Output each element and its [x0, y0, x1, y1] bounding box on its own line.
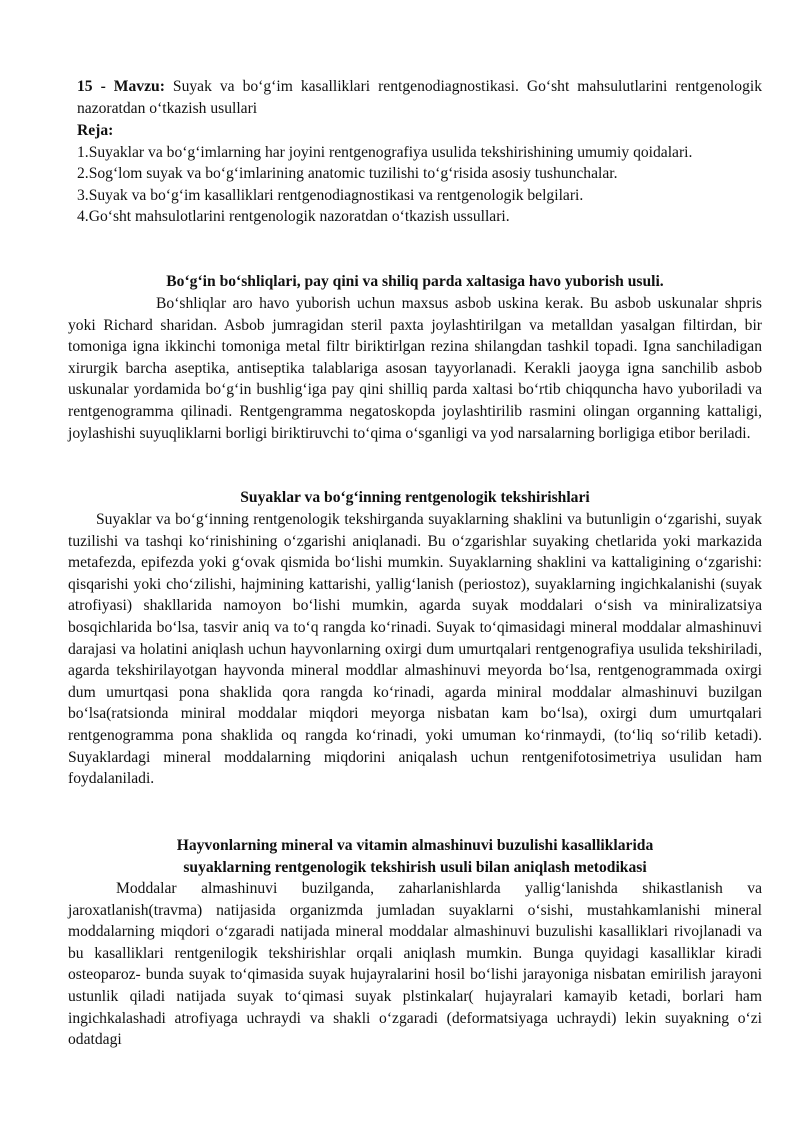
plan-item-4: 4.Go‘sht mahsulotlarini rentgenologik nazoratdan o‘tkazish ussullari. [77, 208, 510, 226]
plan-item-1: 1.Suyaklar va bo‘g‘imlarning har joyini rentgenografiya usulida tekshirishining umumiy qoidalari. [77, 143, 693, 161]
topic-paragraph [77, 76, 762, 119]
section-2-heading: Suyaklar va bo‘g‘inning rentgenologik tekshirishlari [240, 489, 590, 506]
section-3-body: Moddalar almashinuvi buzilganda, zaharlanishlarda yallig‘lanishda shikastlanish va jaroxatlanish(travma) natijasida organizmda jumladan suyaklarni o‘sishi, mustahkamlanishi mineral moddalarning miqdori o‘zgaradi natijada mineral moddalar almashinuvi buzulishi kasalliklari rivojlanadi va bu kasalliklari rentgenilogik tekshirishlar orqali aniqlash mumkin. Bunga quyidagi kasalliklar kiradi osteoparoz- bunda suyak to‘qimasida suyak hujayralarini hosil bo‘lishi jarayoniga nisbatan emirilish jarayoni ustunlik qiladi natijada suyak to‘qimasi suyak plstinkalar( hujayralari kamayib ketadi, borlari ham ingichkalashadi atrofiyaga uchraydi va shakli o‘zgaradi (deformatsiyaga uchraydi) lekin suyakning o‘zi odatdagi [68, 880, 762, 1049]
topic-label: 15 - Mavzu: [77, 78, 165, 95]
plan-item-2: 2.Sog‘lom suyak va bo‘g‘imlarining anatomic tuzilishi to‘g‘risida asosiy tushunchalar. [77, 165, 618, 183]
section-1-heading: Bo‘g‘in bo‘shliqlari, pay qini va shiliq parda xaltasiga havo yuborish usuli. [166, 273, 664, 290]
section-2-body: Suyaklar va bo‘g‘inning rentgenologik tekshirganda suyaklarning shaklini va butunligin o‘zgarishi, suyak tuzilishi va tashqi ko‘rinishining o‘zgarishi aniqlanadi. Bu o‘zgarishlar suyaking chetlarida yoki markazida metafezda, epifezda yoki g‘ovak qismida bo‘lishi mumkin. Suyaklarning shaklini va kattaligining o‘zgarishi: qisqarishi yoki cho‘zilishi, hajmining kattarishi, yallig‘lanish (periostoz), suyaklarning ingichkalanishi (suyak atrofiyasi) shakllarida namoyon bo‘lishi mumkin, agarda suyak moddalari o‘sish va miniralizatsiya bosqichlarida bo‘lsa, tasvir aniq va to‘q rangda ko‘rinadi. Suyak to‘qimasidagi mineral moddalar almashinuvi darajasi va holatini aniqlash uchun hayvonlarning oxirgi dum umurtqalari rentgenografiya usulida tekshiriladi, agarda tekshirilayotgan hayvonda mineral moddlar almashinuvi meyorda bo‘lsa, rentgenogrammada oxirgi dum umurtqasi pona shaklida qora rangda ko‘rinadi, agarda miniral moddalar almashinuvi buzilgan bo‘lsa(ratsionda miniral moddalar miqdori meyorga nisbatan kam bo‘lsa), oxirgi dum umurtqalari rentgenogramma pona shaklida oq rangda ko‘rinadi, yoki umuman ko‘rinmaydi, (to‘liq so‘rilib ketadi). Suyaklardagi mineral moddalarning miqdorini aniqalash uchun rentgenifotosimetriya usulidan ham foydalaniladi. [68, 511, 762, 788]
section-3-heading-line-1: Hayvonlarning mineral va vitamin almashinuvi buzulishi kasalliklarida [176, 837, 654, 854]
section-3-heading [68, 835, 762, 878]
section-1-body: Bo‘shliqlar aro havo yuborish uchun maxsus asbob uskina kerak. Bu asbob uskunalar shpris yoki Richard sharidan. Asbob jumragidan steril paxta joylashtirilgan va metalldan yasalgan filtirdan, bir tomoniga igna ikkinchi tomoniga metal filtr biriktirlgan rezina shilangdan tashkil topadi. Igna sanchiladigan xirurgik barcha aseptika, antiseptika talablariga asosan tayyorlanadi. Kerakli jaoyga igna sanchilib asbob uskunalar yordamida bo‘g‘in bushlig‘iga pay qini shilliq parda xaltasi bo‘rtib chiqquncha havo yuboriladi va rentgenogramma qilinadi. Rentgengramma negatoskopda joylashtirilib rasmini olingan organning kattaligi, joylashishi suyuqliklarni borligi biriktiruvchi to‘qima o‘sganligi va yod narsalarning borligiga etibor beriladi. [68, 295, 762, 442]
plan-label: Reja: [77, 122, 114, 139]
plan-item-3: 3.Suyak va bo‘g‘im kasalliklari rentgenodiagnostikasi va rentgenologik belgilari. [77, 186, 584, 204]
section-3-heading-line-2: suyaklarning rentgenologik tekshirish usuli bilan aniqlash metodikasi [183, 858, 647, 876]
topic-text: Suyak va bo‘g‘im kasalliklari rentgenodiagnostikasi. Go‘sht mahsulutlarini rentgenologik nazoratdan o‘tkazish usullari [77, 78, 762, 117]
plan-section [77, 120, 762, 228]
